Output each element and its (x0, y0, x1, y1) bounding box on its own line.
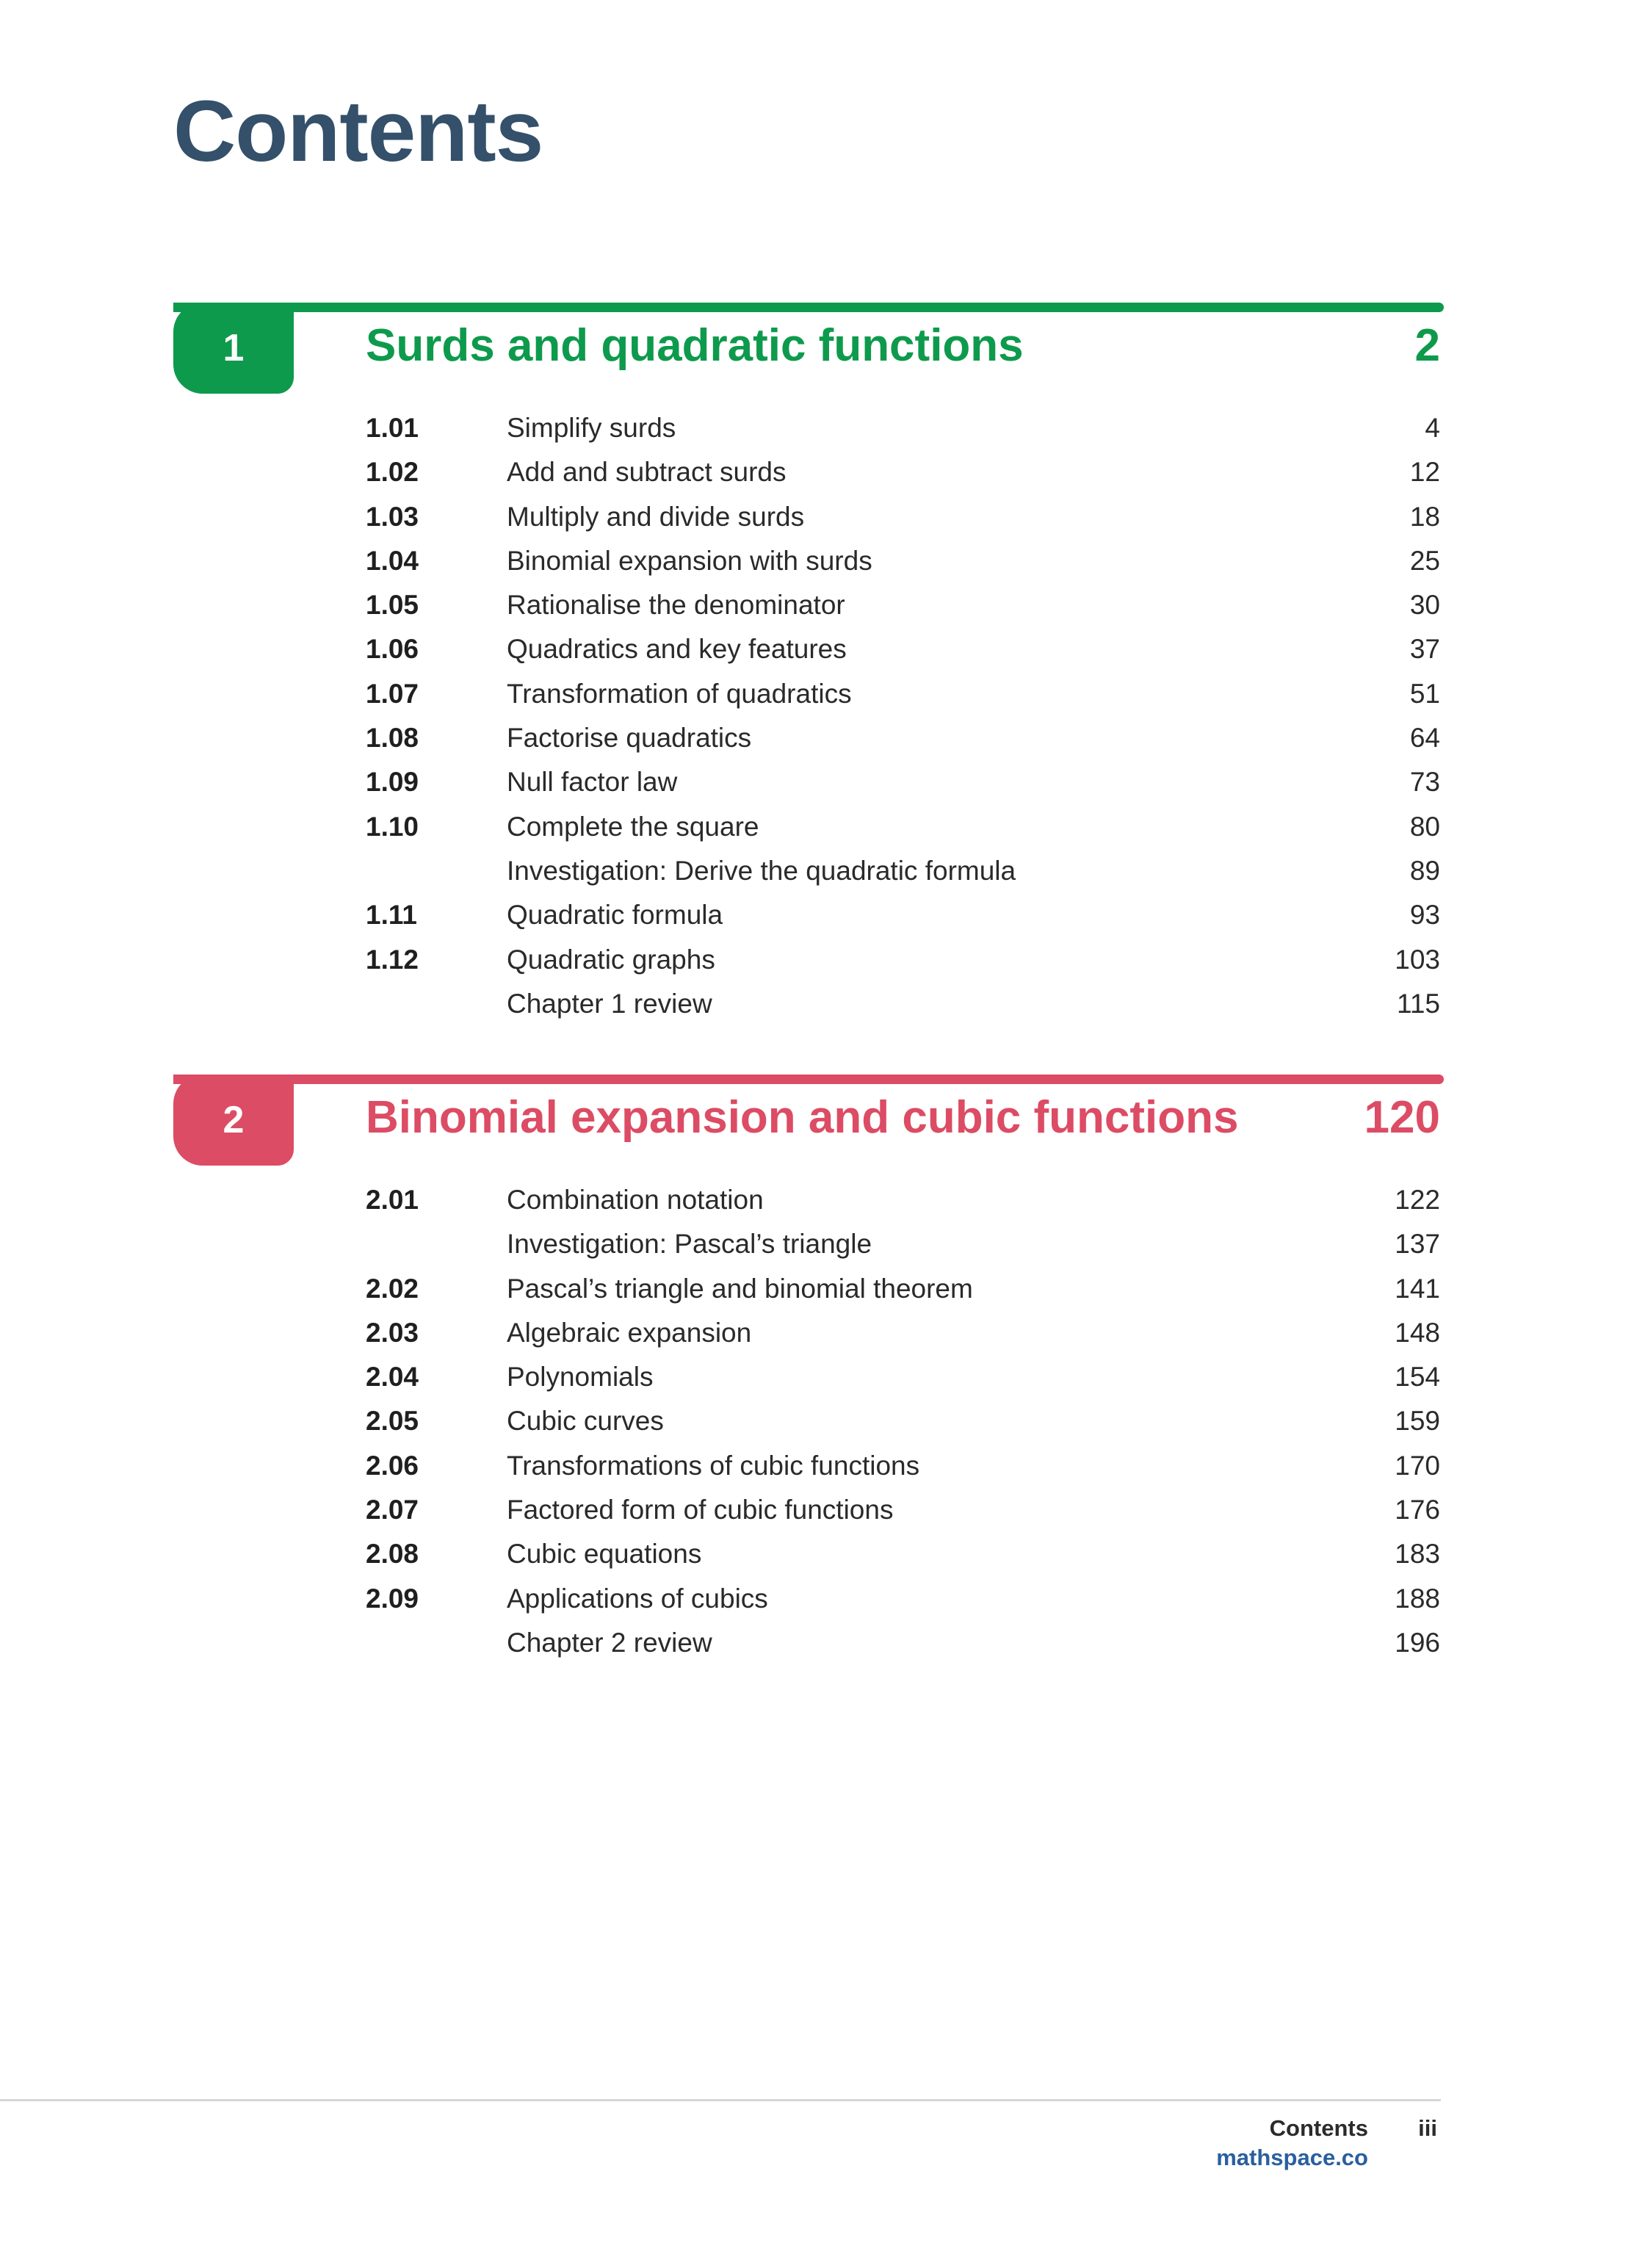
entry-number: 2.04 (366, 1362, 419, 1393)
chapter-1-page: 2 (1414, 320, 1440, 371)
entry-number: 2.02 (366, 1273, 419, 1304)
toc-entry[interactable] (0, 583, 1634, 627)
entry-title: Quadratic formula (507, 900, 723, 931)
toc-entry[interactable] (0, 672, 1634, 716)
entry-title: Rationalise the denominator (507, 590, 845, 621)
toc-entry[interactable] (0, 805, 1634, 849)
entry-page: 64 (1409, 723, 1440, 754)
entry-page: 148 (1395, 1317, 1440, 1348)
entry-page: 80 (1409, 811, 1440, 842)
chapter-2-title[interactable]: Binomial expansion and cubic functions (366, 1092, 1239, 1143)
toc-entry[interactable] (0, 1178, 1634, 1222)
entry-page: 30 (1409, 590, 1440, 621)
toc-entry[interactable] (0, 1355, 1634, 1399)
entry-number: 2.06 (366, 1450, 419, 1481)
entry-page: 18 (1409, 501, 1440, 532)
entry-page: 103 (1395, 944, 1440, 975)
toc-entry[interactable] (0, 938, 1634, 982)
toc-entry[interactable] (0, 627, 1634, 671)
entry-page: 93 (1409, 900, 1440, 931)
entry-page: 115 (1397, 988, 1440, 1019)
chapter-2-entries (0, 1178, 1634, 1665)
entry-page: 137 (1395, 1229, 1440, 1260)
entry-title: Quadratic graphs (507, 944, 715, 975)
toc-entry[interactable] (0, 1399, 1634, 1443)
entry-number: 1.11 (366, 900, 417, 931)
entry-title: Applications of cubics (507, 1583, 768, 1614)
toc-entry[interactable] (0, 406, 1634, 450)
chapter-2-number-tab: 2 (173, 1075, 294, 1166)
chapter-2-rule (173, 1075, 1444, 1084)
entry-title: Polynomials (507, 1362, 654, 1393)
entry-number: 1.07 (366, 678, 419, 709)
toc-entry[interactable] (0, 1488, 1634, 1532)
footer-section-label: Contents (1269, 2115, 1368, 2141)
entry-title: Pascal’s triangle and binomial theorem (507, 1273, 973, 1304)
entry-title: Simplify surds (507, 413, 676, 443)
entry-title: Cubic curves (507, 1406, 664, 1437)
entry-number: 1.03 (366, 501, 419, 532)
toc-entry[interactable] (0, 1532, 1634, 1576)
entry-page: 196 (1395, 1627, 1440, 1658)
toc-entry[interactable] (0, 982, 1634, 1026)
entry-number: 2.03 (366, 1317, 419, 1348)
entry-number: 1.02 (366, 457, 419, 488)
chapter-1-title[interactable]: Surds and quadratic functions (366, 320, 1024, 371)
toc-entry[interactable] (0, 495, 1634, 539)
page-title: Contents (173, 83, 543, 180)
toc-entry[interactable] (0, 716, 1634, 760)
entry-number: 2.01 (366, 1185, 419, 1215)
entry-number: 1.06 (366, 634, 419, 665)
entry-number: 1.08 (366, 723, 419, 754)
footer-site-link[interactable]: mathspace.co (1216, 2145, 1368, 2170)
entry-title: Factored form of cubic functions (507, 1495, 894, 1525)
entry-title: Transformation of quadratics (507, 678, 852, 709)
entry-title: Investigation: Pascal’s triangle (507, 1229, 872, 1260)
entry-page: 141 (1395, 1273, 1440, 1304)
chapter-2-page: 120 (1364, 1092, 1440, 1143)
chapter-1-rule (173, 303, 1444, 312)
toc-entry[interactable] (0, 1222, 1634, 1266)
entry-title: Investigation: Derive the quadratic formula (507, 855, 1016, 886)
footer-page-number: iii (1418, 2115, 1437, 2141)
entry-page: 170 (1395, 1450, 1440, 1481)
toc-entry[interactable] (0, 1621, 1634, 1665)
entry-number: 1.05 (366, 590, 419, 621)
entry-title: Binomial expansion with surds (507, 545, 872, 576)
entry-number: 1.01 (366, 413, 419, 443)
toc-entry[interactable] (0, 893, 1634, 937)
entry-title: Factorise quadratics (507, 723, 752, 754)
entry-page: 122 (1395, 1185, 1440, 1215)
toc-entry[interactable] (0, 450, 1634, 494)
toc-entry[interactable] (0, 1267, 1634, 1311)
entry-number: 1.04 (366, 545, 419, 576)
entry-title: Multiply and divide surds (507, 501, 805, 532)
entry-page: 188 (1395, 1583, 1440, 1614)
entry-number: 1.10 (366, 811, 419, 842)
entry-page: 12 (1409, 457, 1440, 488)
toc-entry[interactable] (0, 849, 1634, 893)
entry-title: Chapter 2 review (507, 1627, 712, 1658)
toc-entry[interactable] (0, 1444, 1634, 1488)
entry-page: 183 (1395, 1539, 1440, 1570)
toc-entry[interactable] (0, 1311, 1634, 1355)
entry-page: 154 (1395, 1362, 1440, 1393)
entry-title: Transformations of cubic functions (507, 1450, 920, 1481)
entry-page: 89 (1409, 855, 1440, 886)
entry-number: 2.07 (366, 1495, 419, 1525)
entry-number: 2.09 (366, 1583, 419, 1614)
entry-number: 1.09 (366, 767, 419, 798)
entry-title: Combination notation (507, 1185, 764, 1215)
footer-divider (0, 2099, 1441, 2101)
entry-number: 2.08 (366, 1539, 419, 1570)
entry-title: Cubic equations (507, 1539, 702, 1570)
entry-page: 37 (1409, 634, 1440, 665)
entry-page: 4 (1425, 413, 1440, 443)
entry-title: Complete the square (507, 811, 759, 842)
entry-page: 176 (1395, 1495, 1440, 1525)
chapter-1-number-tab: 1 (173, 303, 294, 394)
entry-page: 25 (1409, 545, 1440, 576)
entry-number: 1.12 (366, 944, 419, 975)
toc-entry[interactable] (0, 539, 1634, 583)
entry-title: Add and subtract surds (507, 457, 787, 488)
entry-page: 73 (1409, 767, 1440, 798)
entry-title: Null factor law (507, 767, 678, 798)
entry-title: Quadratics and key features (507, 634, 847, 665)
entry-title: Chapter 1 review (507, 988, 712, 1019)
entry-page: 51 (1409, 678, 1440, 709)
entry-number: 2.05 (366, 1406, 419, 1437)
entry-title: Algebraic expansion (507, 1317, 752, 1348)
chapter-1-entries (0, 406, 1634, 1026)
toc-entry[interactable] (0, 760, 1634, 804)
toc-entry[interactable] (0, 1577, 1634, 1621)
entry-page: 159 (1395, 1406, 1440, 1437)
